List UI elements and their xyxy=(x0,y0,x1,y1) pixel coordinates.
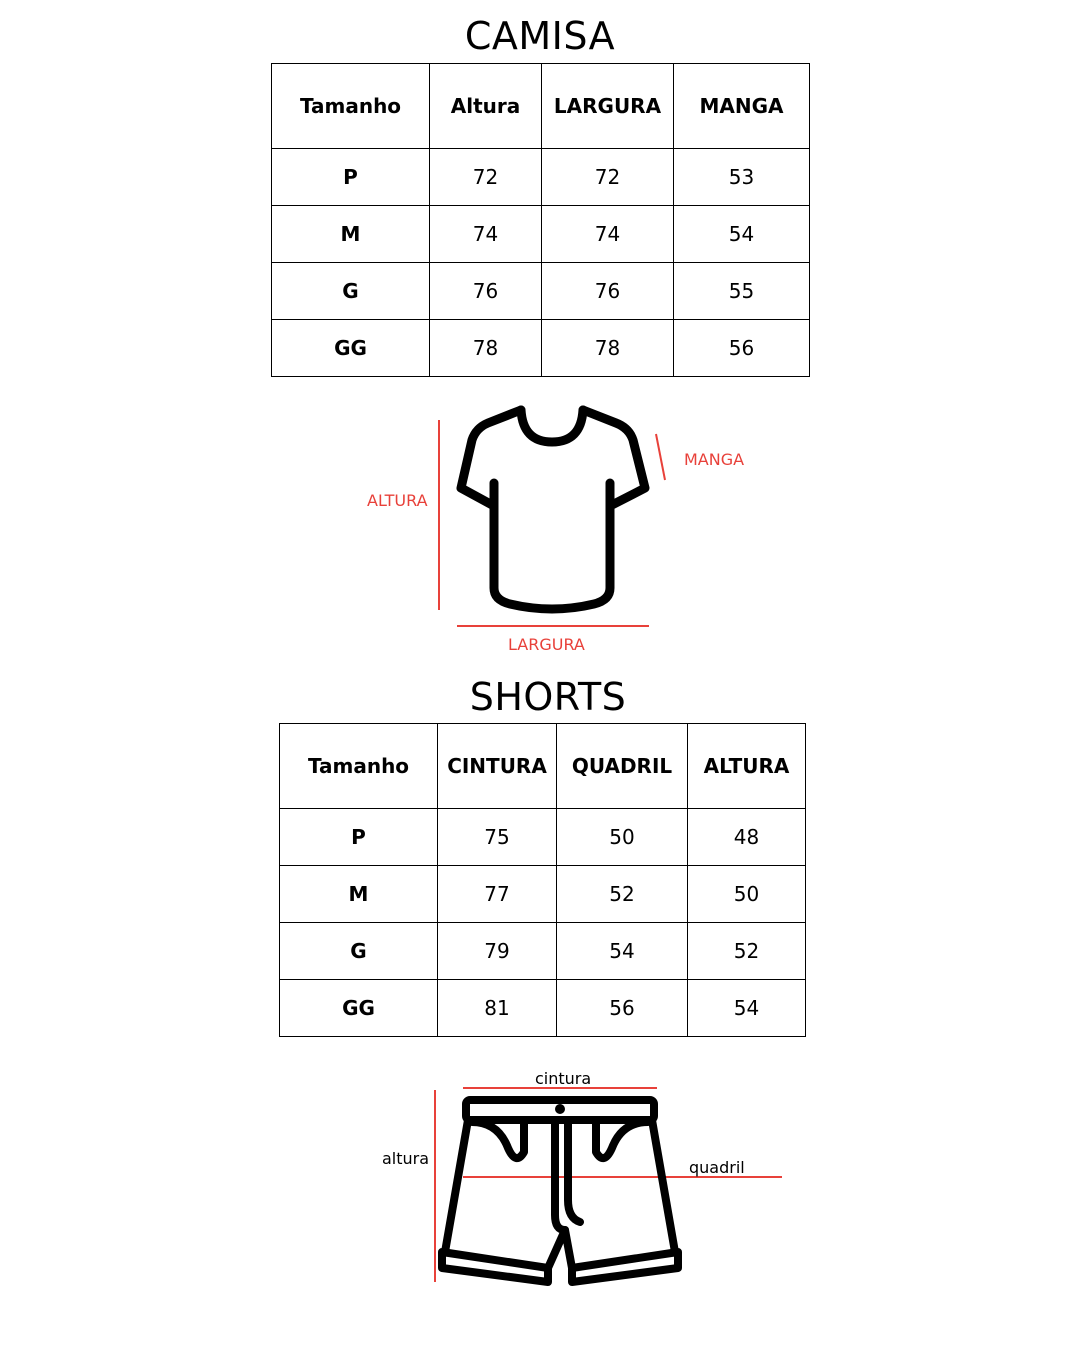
table-row xyxy=(272,263,810,320)
shorts-diagram xyxy=(0,1070,1080,1330)
value-cell: 75 xyxy=(438,809,557,866)
table-row xyxy=(280,980,806,1037)
value-cell: 56 xyxy=(674,320,810,377)
tshirt-diagram xyxy=(0,390,1080,670)
cintura-label: cintura xyxy=(535,1069,592,1088)
value-cell: 52 xyxy=(688,923,806,980)
header-tamanho: Tamanho xyxy=(272,64,430,149)
value-cell: 48 xyxy=(688,809,806,866)
header-largura: LARGURA xyxy=(542,64,674,149)
value-cell: 50 xyxy=(688,866,806,923)
table-header-row xyxy=(272,64,810,149)
header-altura: Altura xyxy=(430,64,542,149)
table-header-row xyxy=(280,724,806,809)
value-cell: 72 xyxy=(430,149,542,206)
size-cell: P xyxy=(280,809,438,866)
value-cell: 79 xyxy=(438,923,557,980)
value-cell: 77 xyxy=(438,866,557,923)
table-row xyxy=(280,923,806,980)
table-row xyxy=(272,149,810,206)
size-cell: GG xyxy=(280,980,438,1037)
size-cell: P xyxy=(272,149,430,206)
altura-label: ALTURA xyxy=(367,491,428,510)
value-cell: 56 xyxy=(557,980,688,1037)
value-cell: 74 xyxy=(542,206,674,263)
value-cell: 54 xyxy=(688,980,806,1037)
table-row xyxy=(272,320,810,377)
manga-measure-line xyxy=(656,434,665,480)
value-cell: 78 xyxy=(542,320,674,377)
header-tamanho: Tamanho xyxy=(280,724,438,809)
camisa-title: CAMISA xyxy=(464,14,616,58)
size-cell: G xyxy=(280,923,438,980)
shorts-title: SHORTS xyxy=(469,675,627,719)
size-cell: M xyxy=(280,866,438,923)
shorts-size-table xyxy=(279,723,806,1037)
value-cell: 76 xyxy=(430,263,542,320)
value-cell: 81 xyxy=(438,980,557,1037)
table-row xyxy=(272,206,810,263)
size-cell: M xyxy=(272,206,430,263)
value-cell: 50 xyxy=(557,809,688,866)
value-cell: 74 xyxy=(430,206,542,263)
size-cell: G xyxy=(272,263,430,320)
value-cell: 52 xyxy=(557,866,688,923)
value-cell: 72 xyxy=(542,149,674,206)
value-cell: 55 xyxy=(674,263,810,320)
quadril-label: quadril xyxy=(689,1158,745,1177)
value-cell: 76 xyxy=(542,263,674,320)
largura-label: LARGURA xyxy=(508,635,585,654)
header-quadril: QUADRIL xyxy=(557,724,688,809)
value-cell: 54 xyxy=(674,206,810,263)
shorts-icon xyxy=(442,1100,678,1282)
value-cell: 54 xyxy=(557,923,688,980)
camisa-size-table xyxy=(271,63,810,377)
table-row xyxy=(280,866,806,923)
header-cintura: CINTURA xyxy=(438,724,557,809)
value-cell: 53 xyxy=(674,149,810,206)
tshirt-icon xyxy=(461,410,645,609)
table-row xyxy=(280,809,806,866)
header-manga: MANGA xyxy=(674,64,810,149)
size-cell: GG xyxy=(272,320,430,377)
header-altura: ALTURA xyxy=(688,724,806,809)
value-cell: 78 xyxy=(430,320,542,377)
altura-label-shorts: altura xyxy=(382,1149,430,1168)
manga-label: MANGA xyxy=(684,450,745,469)
